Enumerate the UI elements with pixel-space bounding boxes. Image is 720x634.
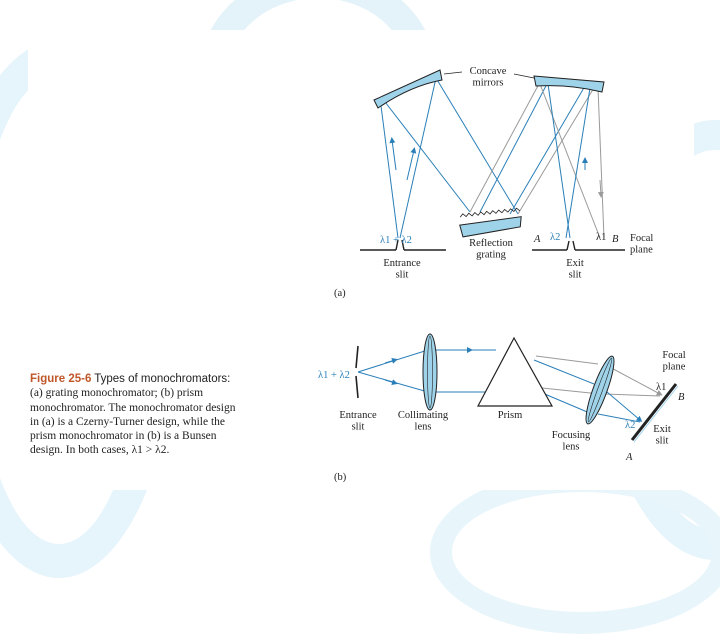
lambda2-label-a: λ2 <box>550 232 561 243</box>
figure-number: Figure 25-6 <box>30 373 92 385</box>
figure-caption-text: (a) grating monochromator; (b) prism monochromator. The monochromator design in (a) is a Czerny-Turner design, while the prism monochromator in (b) is a Bunsen design. In both cases, λ1 > λ2. <box>30 387 236 457</box>
figure-title: Types of monochromators: <box>94 373 231 385</box>
point-a-label-a: A <box>534 234 541 245</box>
point-b-label-a: B <box>612 234 619 245</box>
reflection-grating <box>460 208 523 237</box>
entrance-slit-label-a: Entrance slit <box>383 258 421 281</box>
prism-label: Prism <box>497 410 523 421</box>
focusing-lens <box>581 354 619 426</box>
entrance-slit-label-b: Entrance slit <box>339 410 377 433</box>
lambda-pair-label-b: λ1 + λ2 <box>318 370 350 381</box>
point-b-label-b: B <box>678 392 685 403</box>
prism-monochromator-diagram <box>318 334 686 483</box>
lambda1-label-a: λ1 <box>596 232 607 243</box>
reflection-grating-label: Reflection grating <box>469 238 513 261</box>
entrance-slit-b <box>356 346 358 398</box>
focal-plane-label-a: Focal plane <box>630 233 654 256</box>
exit-slit-label-b: Exit slit <box>653 424 671 447</box>
prism <box>478 338 552 406</box>
grating-monochromator-diagram <box>334 66 653 299</box>
focusing-lens-label: Focusing lens <box>551 430 591 453</box>
focal-plane-label-b: Focal plane <box>662 350 686 373</box>
exit-slit-label-a: Exit slit <box>566 258 584 281</box>
beam-paths-a <box>380 78 604 238</box>
point-a-label-b: A <box>626 452 633 463</box>
lambda2-label-b: λ2 <box>625 420 636 431</box>
lambda1-label-b: λ1 <box>656 382 667 393</box>
part-label-a: (a) <box>334 288 346 299</box>
collimating-lens <box>423 334 437 410</box>
left-concave-mirror <box>374 70 442 108</box>
part-label-b: (b) <box>334 472 347 483</box>
figure-caption <box>30 372 238 458</box>
lambda-pair-label-a: λ1 + λ2 <box>380 235 412 246</box>
concave-mirrors-label: Concave mirrors <box>469 66 507 89</box>
collimating-lens-label: Collimating lens <box>397 410 449 433</box>
